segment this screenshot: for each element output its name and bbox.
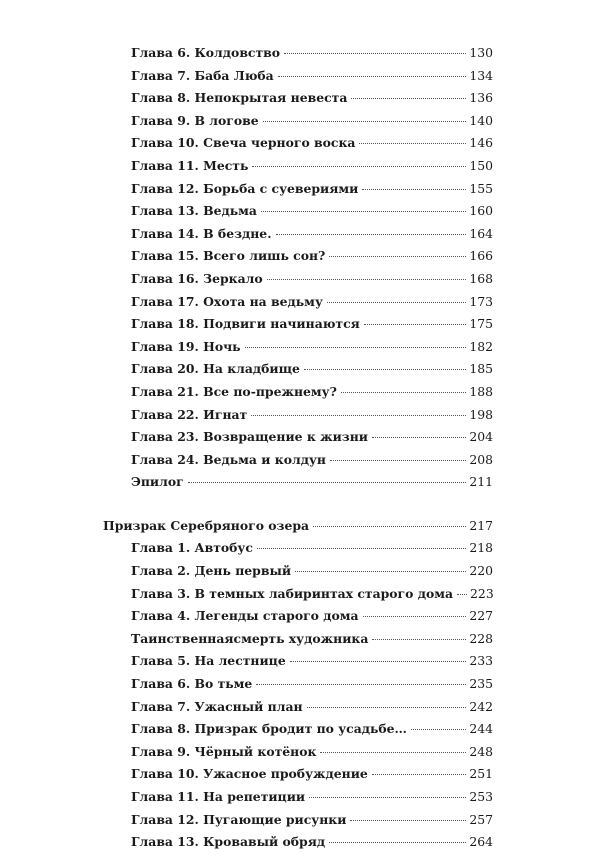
chapter-title: Глава 10. Свеча черного воска — [131, 135, 356, 151]
toc-chapter-entry[interactable] — [103, 628, 493, 651]
toc-chapter-entry[interactable] — [103, 471, 493, 494]
dot-leader — [372, 774, 467, 775]
toc-chapter-entry[interactable] — [103, 809, 493, 832]
chapter-title: Глава 7. Баба Люба — [131, 67, 274, 83]
chapter-page-number: 160 — [469, 203, 493, 219]
dot-leader — [261, 211, 466, 212]
chapter-page-number: 140 — [469, 112, 493, 128]
dot-leader — [304, 369, 466, 370]
toc-chapter-entry[interactable] — [103, 650, 493, 673]
chapter-page-number: 136 — [469, 90, 493, 106]
toc-chapter-entry[interactable] — [103, 313, 493, 336]
dot-leader — [188, 482, 467, 483]
toc-chapter-entry[interactable] — [103, 87, 493, 110]
chapter-title: Глава 1. Автобус — [131, 540, 253, 556]
toc-chapter-entry[interactable] — [103, 763, 493, 786]
chapter-title: Глава 6. Колдовство — [131, 45, 281, 60]
section-gap — [103, 494, 493, 515]
toc-chapter-entry[interactable] — [103, 449, 493, 472]
chapter-title: Глава 14. В бездне. — [131, 225, 272, 241]
toc-chapter-entry[interactable] — [103, 718, 493, 741]
chapter-page-number: 223 — [470, 585, 494, 601]
toc-chapter-entry[interactable] — [103, 358, 493, 381]
chapter-title: Глава 8. Непокрытая невеста — [131, 90, 348, 106]
chapter-page-number: 211 — [469, 474, 493, 490]
dot-leader — [252, 166, 466, 167]
chapter-page-number: 175 — [469, 316, 493, 332]
chapter-title: Глава 13. Ведьма — [131, 203, 257, 219]
dot-leader — [363, 616, 467, 617]
table-of-contents — [103, 42, 493, 854]
dot-leader — [307, 707, 467, 708]
chapter-page-number: 208 — [469, 451, 493, 467]
chapter-title: Глава 17. Охота на ведьму — [131, 293, 323, 309]
chapter-title: Глава 23. Возвращение к жизни — [131, 429, 368, 445]
dot-leader — [411, 729, 466, 730]
dot-leader — [263, 121, 467, 122]
chapter-page-number: 166 — [469, 248, 493, 264]
chapter-title: Глава 18. Подвиги начинаются — [131, 316, 360, 332]
toc-chapter-entry[interactable] — [103, 291, 493, 314]
chapter-title: Глава 12. Пугающие рисунки — [131, 811, 347, 827]
toc-chapter-entry[interactable] — [103, 560, 493, 583]
chapter-page-number: 168 — [469, 270, 493, 286]
chapter-page-number: 164 — [469, 225, 493, 241]
dot-leader — [364, 324, 467, 325]
dot-leader — [278, 76, 467, 77]
chapter-page-number: 228 — [469, 630, 493, 646]
chapter-title: Глава 6. Во тьме — [131, 676, 253, 692]
dot-leader — [372, 639, 466, 640]
toc-chapter-entry[interactable] — [103, 381, 493, 404]
toc-part-entry[interactable] — [103, 515, 493, 538]
chapter-page-number: 257 — [469, 811, 493, 827]
toc-chapter-entry[interactable] — [103, 831, 493, 854]
chapter-title: Глава 9. В логове — [131, 112, 259, 128]
chapter-page-number: 185 — [469, 361, 493, 377]
dot-leader — [341, 392, 466, 393]
chapter-title: Глава 12. Борьба с суевериями — [131, 180, 359, 196]
chapter-title: Глава 3. В темных лабиринтах старого дома — [131, 585, 454, 601]
dot-leader — [256, 684, 466, 685]
chapter-page-number: 218 — [469, 540, 493, 556]
toc-section-2 — [103, 537, 493, 853]
chapter-page-number: 155 — [469, 180, 493, 196]
toc-chapter-entry[interactable] — [103, 245, 493, 268]
dot-leader — [327, 302, 466, 303]
dot-leader — [267, 279, 467, 280]
toc-section-1 — [103, 42, 493, 494]
toc-chapter-entry[interactable] — [103, 268, 493, 291]
chapter-page-number: 130 — [469, 45, 493, 60]
dot-leader — [245, 347, 467, 348]
chapter-title: Глава 21. Все по-прежнему? — [131, 383, 337, 399]
toc-chapter-entry[interactable] — [103, 223, 493, 246]
chapter-page-number: 264 — [469, 834, 493, 850]
dot-leader — [295, 571, 466, 572]
chapter-title: Глава 11. Месть — [131, 157, 249, 173]
chapter-title: Глава 20. На кладбище — [131, 361, 300, 377]
dot-leader — [457, 594, 467, 595]
toc-chapter-entry[interactable] — [103, 42, 493, 65]
chapter-page-number: 227 — [469, 608, 493, 624]
dot-leader — [257, 548, 466, 549]
dot-leader — [290, 661, 467, 662]
dot-leader — [320, 752, 466, 753]
toc-chapter-entry[interactable] — [103, 696, 493, 719]
chapter-title: Глава 19. Ночь — [131, 338, 241, 354]
dot-leader — [350, 820, 466, 821]
dot-leader — [330, 460, 466, 461]
chapter-page-number: 248 — [469, 743, 493, 759]
toc-chapter-entry[interactable] — [103, 786, 493, 809]
chapter-title: Глава 5. На лестнице — [131, 653, 286, 669]
dot-leader — [329, 256, 466, 257]
toc-chapter-entry[interactable] — [103, 426, 493, 449]
chapter-title: Глава 7. Ужасный план — [131, 698, 303, 714]
chapter-page-number: 242 — [469, 698, 493, 714]
part-title: Призрак Серебряного озера — [103, 517, 310, 533]
chapter-title: Глава 15. Всего лишь сон? — [131, 248, 326, 264]
dot-leader — [251, 415, 466, 416]
chapter-page-number: 182 — [469, 338, 493, 354]
toc-chapter-entry[interactable] — [103, 65, 493, 88]
chapter-page-number: 204 — [469, 429, 493, 445]
toc-chapter-entry[interactable] — [103, 741, 493, 764]
chapter-page-number: 253 — [469, 789, 493, 804]
chapter-page-number: 150 — [469, 157, 493, 173]
toc-chapter-entry[interactable] — [103, 583, 493, 606]
chapter-title: Глава 2. День первый — [131, 563, 292, 579]
dot-leader — [309, 797, 466, 798]
chapter-page-number: 146 — [469, 135, 493, 151]
chapter-title: Глава 11. На репетиции — [131, 789, 306, 804]
chapter-page-number: 251 — [469, 766, 493, 782]
chapter-page-number: 244 — [469, 721, 493, 737]
chapter-title: Глава 4. Легенды старого дома — [131, 608, 359, 624]
dot-leader — [351, 98, 466, 99]
toc-chapter-entry[interactable] — [103, 673, 493, 696]
chapter-page-number: 188 — [469, 383, 493, 399]
toc-chapter-entry[interactable] — [103, 155, 493, 178]
chapter-title: Глава 22. Игнат — [131, 406, 248, 422]
chapter-title: Глава 10. Ужасное пробуждение — [131, 766, 368, 782]
dot-leader — [313, 526, 466, 527]
toc-chapter-entry[interactable] — [103, 605, 493, 628]
toc-chapter-entry[interactable] — [103, 200, 493, 223]
chapter-page-number: 235 — [469, 676, 493, 692]
dot-leader — [329, 842, 466, 843]
dot-leader — [276, 234, 467, 235]
toc-chapter-entry[interactable] — [103, 404, 493, 427]
chapter-title: Глава 9. Чёрный котёнок — [131, 743, 317, 759]
toc-chapter-entry[interactable] — [103, 178, 493, 201]
part-page-number: 217 — [469, 517, 493, 533]
toc-chapter-entry[interactable] — [103, 110, 493, 133]
dot-leader — [372, 437, 466, 438]
dot-leader — [359, 143, 466, 144]
chapter-title: Эпилог — [131, 474, 184, 490]
chapter-title: Таинственнаясмерть художника — [131, 630, 369, 646]
chapter-page-number: 173 — [469, 293, 493, 309]
chapter-title: Глава 8. Призрак бродит по усадьбе… — [131, 721, 407, 737]
chapter-page-number: 233 — [469, 653, 493, 669]
toc-chapter-entry[interactable] — [103, 537, 493, 560]
chapter-page-number: 198 — [469, 406, 493, 422]
chapter-title: Глава 16. Зеркало — [131, 270, 263, 286]
chapter-title: Глава 13. Кровавый обряд — [131, 834, 326, 850]
dot-leader — [362, 189, 466, 190]
dot-leader — [284, 53, 466, 54]
chapter-page-number: 134 — [469, 67, 493, 83]
chapter-page-number: 220 — [469, 563, 493, 579]
toc-chapter-entry[interactable] — [103, 336, 493, 359]
toc-chapter-entry[interactable] — [103, 132, 493, 155]
chapter-title: Глава 24. Ведьма и колдун — [131, 451, 326, 467]
